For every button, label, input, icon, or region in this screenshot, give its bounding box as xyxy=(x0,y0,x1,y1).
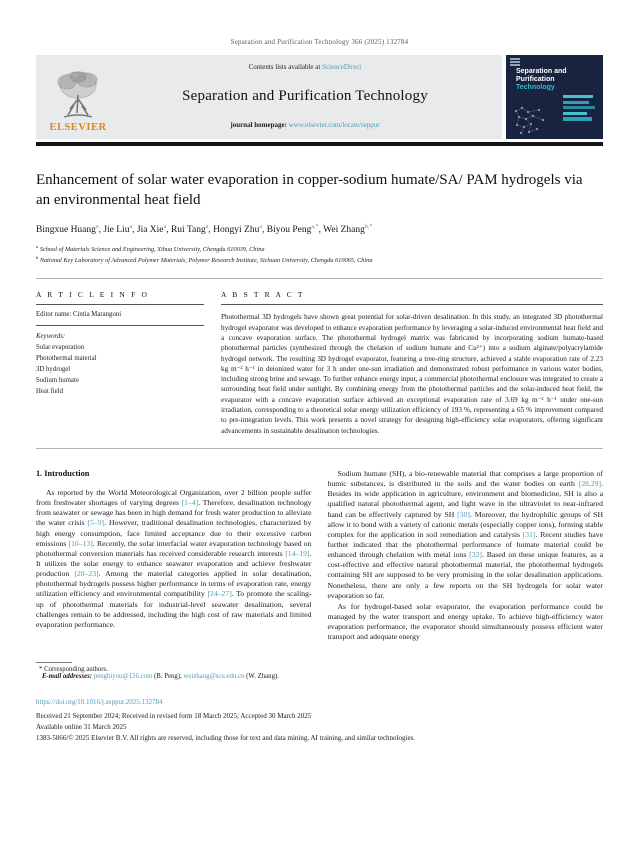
journal-header-box xyxy=(36,55,502,139)
journal-title: Separation and Purification Technology xyxy=(182,87,428,104)
email-addresses-line: E-mail addresses: pengbiyou@126.com (B. Peng), weizhang@scu.edu.cn (W. Zhang). xyxy=(42,673,279,681)
author-affiliation-mark[interactable]: a xyxy=(163,223,167,230)
running-head-citation: Separation and Purification Technology 366 (2025) 132784 xyxy=(230,38,409,46)
journal-homepage-link[interactable]: www.elsevier.com/locate/seppur xyxy=(288,121,380,129)
abstract-bottom-rule xyxy=(36,448,603,449)
author: Jie Liu$^a$, xyxy=(103,223,137,235)
introduction-paragraph: As reported by the World Meteorological Organization, over 2 billion people suffer from freshwater shortages of varying degrees [1–4]. Therefore, desalination technology from seawater or sewage has been in high demand for fresh water production to alleviate the water crisis [5–9]. However, traditional desalination technologies, characterized by high energy consumption, face limited acceptance due to their excessive carbon emissions [10–13]. Recently, the solar interfacial water evaporation technology based on photothermal conversion materials has received considerable research interests [14–19]. It utilizes the solar energy to enhance seawater evaporation and achieve freshwater production [20–23]. Among the material categories applied in solar desalination, photothermal hydrogels possess higher performance in terms of evaporation rate, energy utilization efficiency and environmental compatibility [24–27]. To promote the scaling-up of photothermal materials for industrial-level seawater desalination, several challenges remain to be addressed, including the high cost of raw materials and limited evaporation performance. xyxy=(36,487,312,629)
contents-line: Contents lists available at ScienceDirect xyxy=(248,63,362,71)
corresponding-authors-note: * Corresponding authors. xyxy=(39,666,108,674)
copyright-line: 1383-5866/© 2025 Elsevier B.V. All rights are reserved, including those for text and data mining, AI training, and similar technologies. xyxy=(36,733,416,742)
keywords-label: Keywords: xyxy=(36,333,66,341)
keyword: Solar evaporation xyxy=(36,344,85,352)
author: Wei Zhang$^{b,*}$ xyxy=(323,223,373,235)
email-link-zhang[interactable]: weizhang@scu.edu.cn xyxy=(183,673,245,681)
sciencedirect-link[interactable]: ScienceDirect xyxy=(322,63,362,71)
available-online-line: Available online 31 March 2025 xyxy=(36,723,127,732)
article-info-heading: A R T I C L E I N F O xyxy=(36,290,204,305)
author: Bingxue Huang$^a$, xyxy=(36,223,104,235)
cover-graphic-bars xyxy=(563,95,595,123)
journal-header-center xyxy=(114,59,496,135)
keyword: 3D hydrogel xyxy=(36,365,71,373)
author: Hongyi Zhu$^a$, xyxy=(213,223,267,235)
article-body xyxy=(36,469,603,643)
email-link-peng[interactable]: pengbiyou@126.com xyxy=(93,673,153,681)
journal-cover-thumbnail xyxy=(506,55,603,139)
elsevier-logo xyxy=(42,59,114,135)
author-affiliation-mark[interactable]: a,* xyxy=(311,223,319,230)
footnote-block xyxy=(36,662,603,681)
article-title: Enhancement of solar water evaporation in copper-sodium humate/SA/ PAM hydrogels via an environmental heat field xyxy=(36,172,583,209)
doi-link[interactable]: https://doi.org/10.1016/j.seppur.2025.132784 xyxy=(36,698,163,707)
introduction-paragraph: As for hydrogel-based solar evaporator, the evaporation performance could be managed by the water transport and energy uptake. To achieve high-efficiency water evaporation performance, the evaporator should simultaneously possess efficient water transport and adequate energy xyxy=(327,601,603,642)
author-affiliation-mark[interactable]: a xyxy=(259,223,263,230)
author-affiliation-mark[interactable]: a xyxy=(205,223,209,230)
body-column-left xyxy=(36,469,312,643)
abstract-column xyxy=(221,290,603,436)
introduction-heading: 1. Introduction xyxy=(36,468,90,478)
keyword: Photothermal material xyxy=(36,355,97,363)
keywords-block xyxy=(36,326,204,397)
header-divider-rule xyxy=(36,142,603,146)
keyword: Sodium humate xyxy=(36,376,79,384)
affiliation: $^b$ National Key Laboratory of Advanced Polymer Materials, Polymer Research Institute, Sichuan University, Chengdu 610065, China xyxy=(36,254,373,264)
affiliation: $^a$ School of Materials Science and Engineering, Xihua University, Chengdu 610039, China xyxy=(36,243,265,253)
homepage-line: journal homepage: www.elsevier.com/locate/seppur xyxy=(230,121,380,129)
author-affiliation-mark[interactable]: b,* xyxy=(364,223,373,230)
editor-line: Editor name: Cintia Marangoni xyxy=(36,305,204,326)
elsevier-wordmark: ELSEVIER xyxy=(49,122,107,133)
author: Rui Tang$^a$, xyxy=(170,223,214,235)
introduction-paragraph: Sodium humate (SH), a bio-renewable material that comprises a large proportion of humic substances, is distributed in the soils and the water bodies on earth [28,29]. Besides its wide application in agriculture, environment and biomedicine, SH is also a qualified natural photothermal agent, and light wave in the ultraviolet to near-infrared band can be effectively captured by SH [30]. Moreover, the hydrophilic groups of SH allow it to bond with a variety of cationic metals (especially copper ions), forming stable complex for the application in soil remediation and catalysis [31]. Recent studies have further indicated that the photothermal performance of humate material could be enhanced through chelation with metal ions [32]. Based on these unique features, as a cost-effective and effective natural photothermal material, the photothermal hydrogels containing SH are supposed to be very promising in the solar desalination applications. Nonetheless, there are only a few reports on the SH hydrogels for solar water evaporation so far. xyxy=(327,468,603,600)
author-list xyxy=(36,224,603,235)
author-affiliation-mark[interactable]: a xyxy=(129,223,133,230)
body-column-right xyxy=(328,469,604,643)
journal-header-banner xyxy=(36,55,603,139)
keyword: Heat field xyxy=(36,387,63,395)
section-divider xyxy=(36,278,603,279)
abstract-heading: A B S T R A C T xyxy=(221,290,603,305)
footnote-rule xyxy=(36,662,72,663)
cover-molecule-art xyxy=(510,103,555,137)
author: Jia Xie$^a$, xyxy=(136,223,171,235)
cover-logo-mark xyxy=(510,58,520,66)
affiliation-list xyxy=(36,244,603,266)
article-info-column xyxy=(36,290,204,436)
author-affiliation-mark[interactable]: a xyxy=(95,223,99,230)
elsevier-tree-icon xyxy=(54,69,102,121)
received-dates-line: Received 21 September 2024; Received in revised form 18 March 2025; Accepted 30 March 2025 xyxy=(36,712,312,721)
abstract-text: Photothermal 3D hydrogels have shown great potential for solar-driven desalination. In this study, an integrated 3D photothermal hydrogel evaporator was developed to enhance evaporation performance by leveraging a solar-induced environmental heat field and a concave evaporation surface. The photothermal hydrogel matrix was fabricated by incorporating sodium humate-based photothermal particles (synthesized through the chelation of sodium humate and Cu²⁺) into a sodium alginate/polyacrylamide hydrogel network. The resulting 3D hydrogel evaporator, featuring a tree-ring structure, achieved a stable evaporation rate of 2.23 kg m⁻² h⁻¹ in deionized water for 3 h under one-sun irradiation and demonstrated robust performance in various water bodies, including strong brine and sewage. To further enhance energy input, a commercial photothermal enclosure was integrated to create a surrounding heat field under sunlight. By combining energy from the photothermal particles and the solar-induced heat field, the evaporator with a concave evaporation surface achieved an exceptional evaporation rate of 3.69 kg m⁻² h⁻¹ under one-sun irradiation, corresponding to a theoretical solar energy utilization efficiency of 193 %, representing a 65 % improvement compared to pre-integration levels. This work presents a novel strategy for designing high-efficiency solar evaporators, offering significant advancements in sustainable desalination technologies. xyxy=(221,313,603,435)
author: Biyou Peng$^{a,*}$, xyxy=(266,223,324,235)
imprint-block xyxy=(36,697,603,743)
cover-title: Separation and Purification Technology xyxy=(516,68,567,92)
